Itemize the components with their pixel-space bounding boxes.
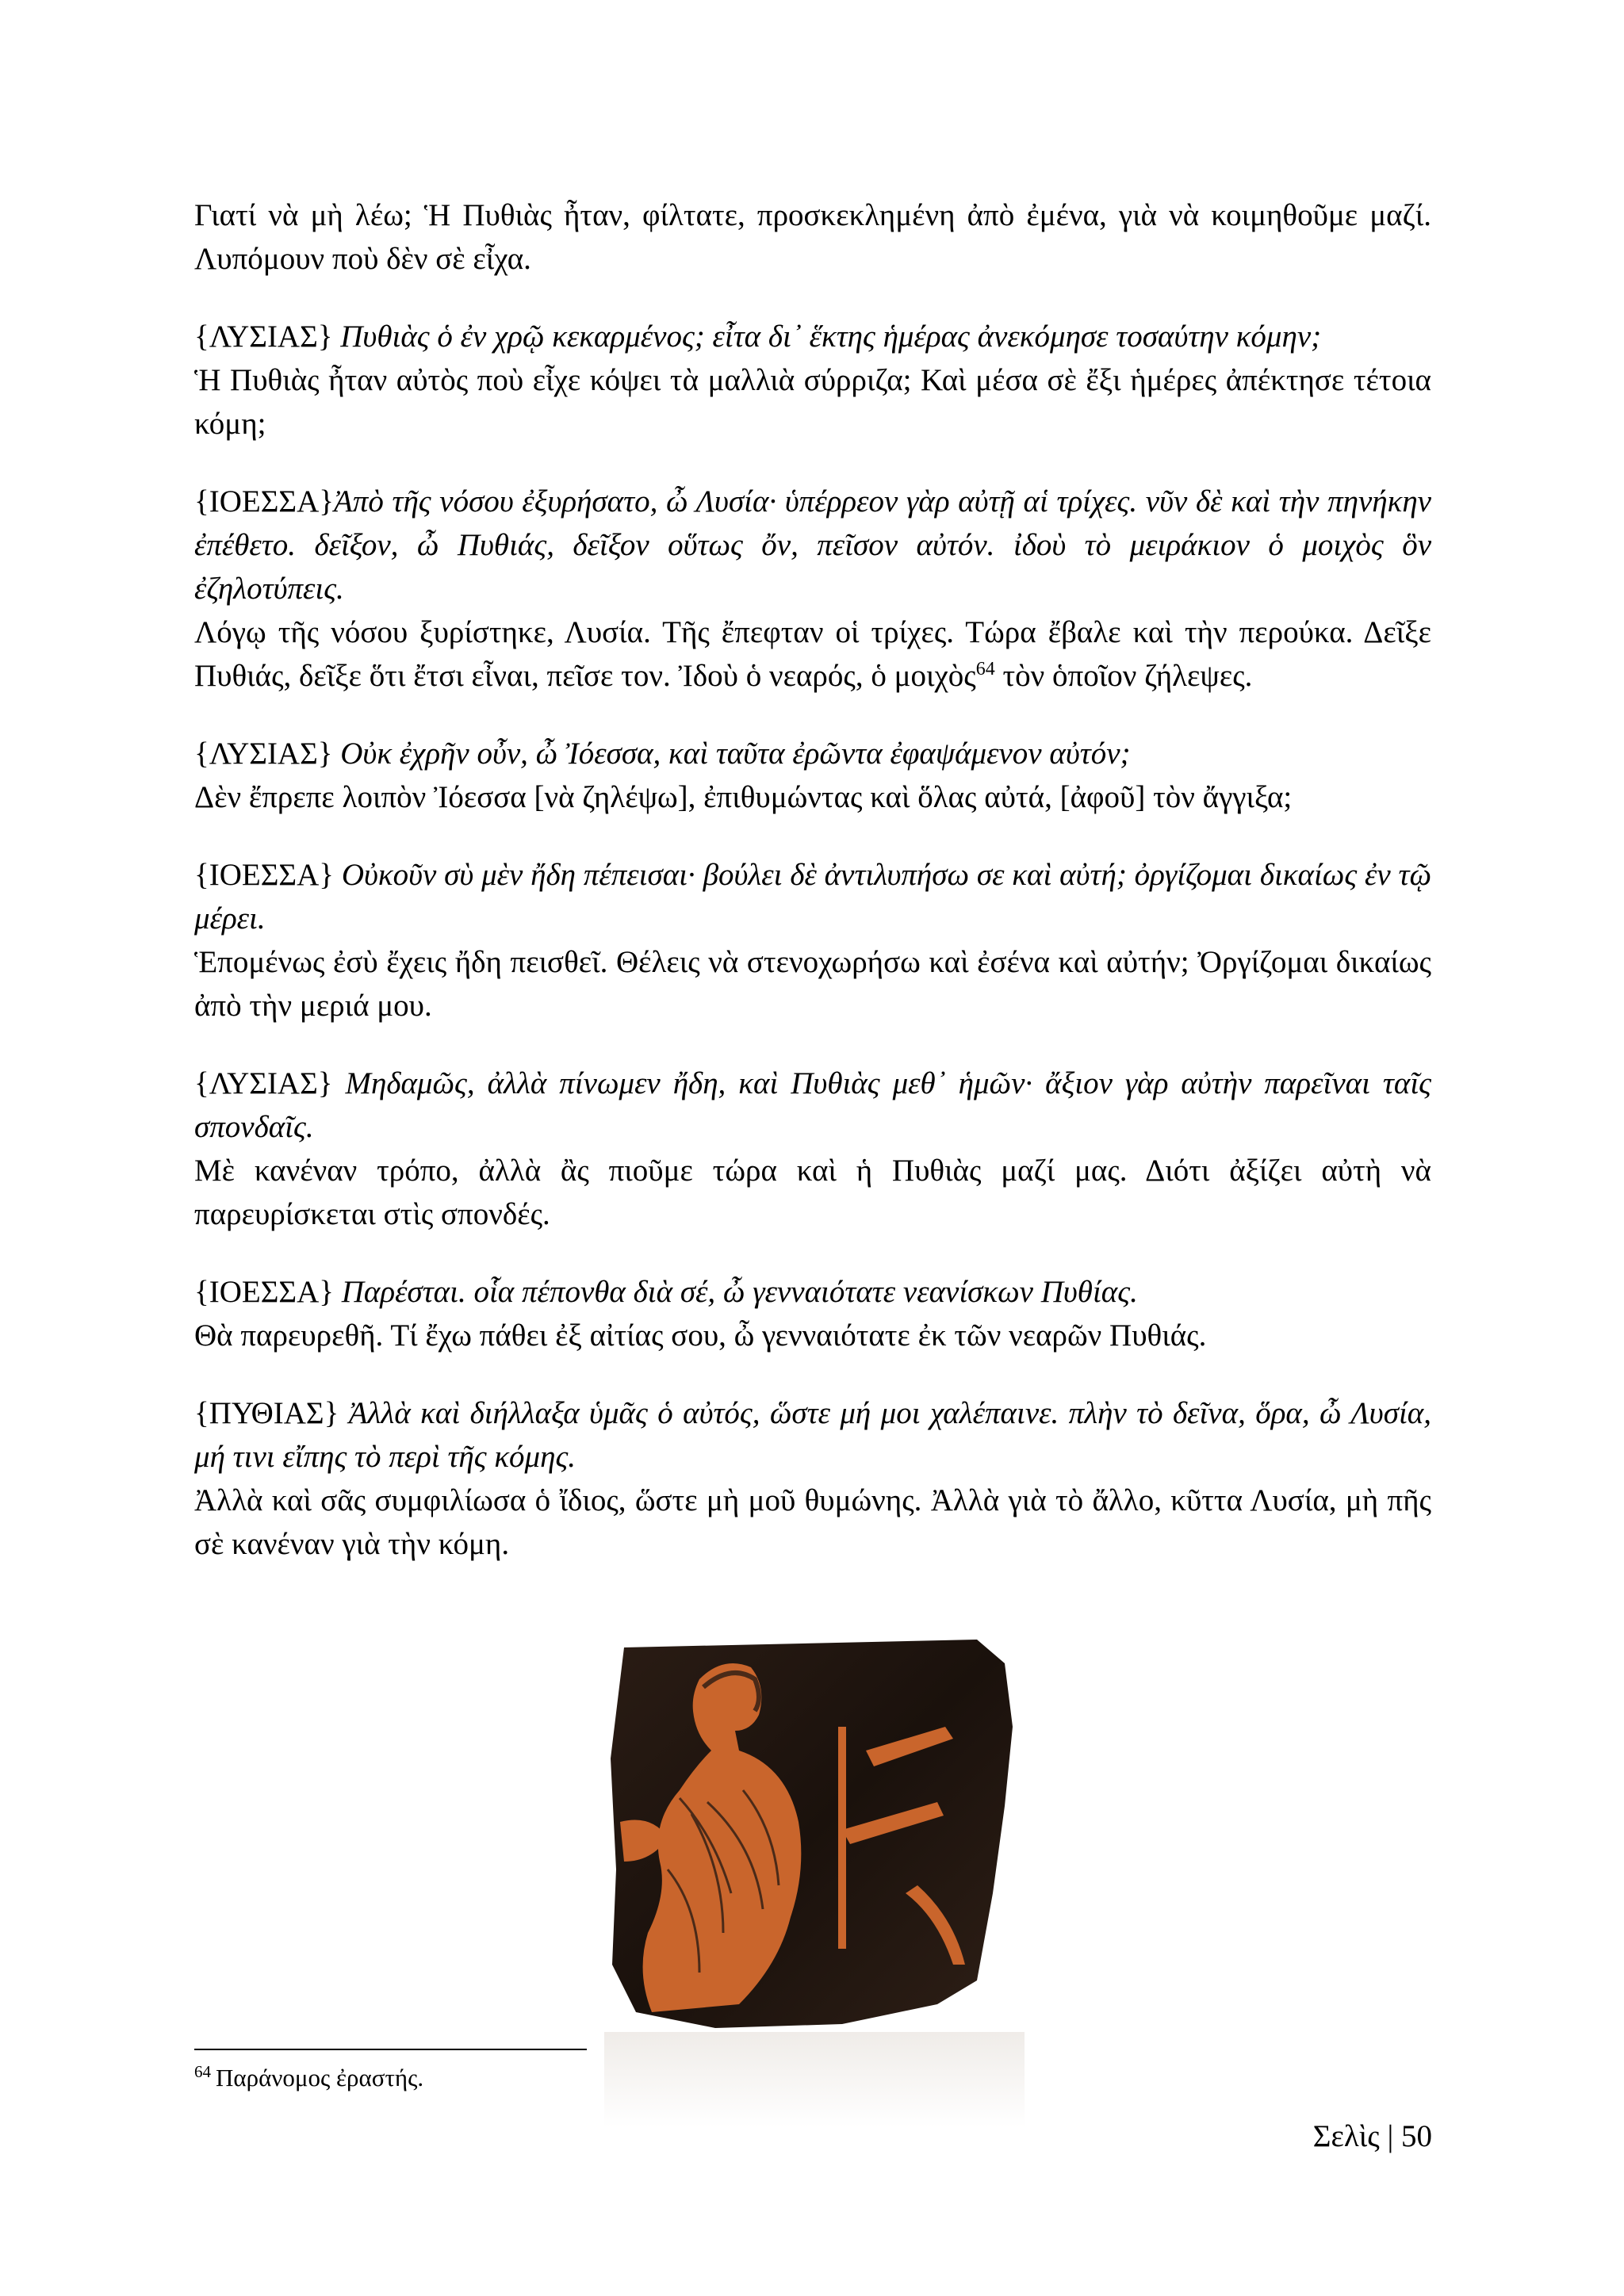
footnote-separator bbox=[194, 2049, 587, 2050]
paragraph-5 bbox=[194, 853, 1431, 1027]
footnote bbox=[194, 2061, 423, 2095]
ancient-greek-text: Πυθιὰς ὁ ἐν χρῷ κεκαρμένος; εἶτα δι᾽ ἕκτης ἡμέρας ἀνεκόμησε τοσαύτην κόμην; bbox=[340, 320, 1322, 354]
pottery-fragment-image bbox=[604, 1632, 1025, 2032]
speaker-label: {ΙΟΕΣΣΑ} bbox=[194, 484, 334, 519]
speaker-label: {ΙΟΕΣΣΑ} bbox=[194, 858, 334, 892]
paragraph-1 bbox=[194, 193, 1431, 281]
ancient-greek-text: Μηδαμῶς, ἀλλὰ πίνωμεν ἤδη, καὶ Πυθιὰς μεθ᾽ ἡμῶν· ἄξιον γὰρ αὐτὴν παρεῖναι ταῖς σπονδαῖς. bbox=[194, 1066, 1431, 1144]
page-number: Σελὶς | 50 bbox=[1312, 2119, 1432, 2153]
ancient-greek-text: Παρέσται. οἷα πέπονθα διὰ σέ, ὦ γενναιότατε νεανίσκων Πυθίας. bbox=[341, 1275, 1138, 1309]
ancient-greek-text: Οὐκοῦν σὺ μὲν ἤδη πέπεισαι· βούλει δὲ ἀντιλυπήσω σε καὶ αὐτή; ὀργίζομαι δικαίως ἐν τῷ μέρει. bbox=[194, 858, 1431, 936]
image-reflection bbox=[604, 2032, 1025, 2127]
translation-text: Γιατί νὰ μὴ λέω; Ἡ Πυθιὰς ἦταν, φίλτατε, προσκεκλημένη ἀπὸ ἐμένα, γιὰ νὰ κοιμηθοῦμε μαζί. Λυπόμουν ποὺ δὲν σὲ εἶχα. bbox=[194, 198, 1431, 276]
speaker-label: {ΛΥΣΙΑΣ} bbox=[194, 737, 333, 771]
paragraph-2 bbox=[194, 315, 1431, 446]
translation-text: Ἀλλὰ καὶ σᾶς συμφιλίωσα ὁ ἴδιος, ὥστε μὴ μοῦ θυμώνης. Ἀλλὰ γιὰ τὸ ἄλλο, κῦττα Λυσία, μὴ πῆς σὲ κανέναν γιὰ τὴν κόμη. bbox=[194, 1483, 1431, 1561]
translation-text: Ἑπομένως ἐσὺ ἔχεις ἤδη πεισθεῖ. Θέλεις νὰ στενοχωρήσω καὶ ἐσένα καὶ αὐτήν; Ὀργίζομαι δικαίως ἀπὸ τὴν μεριά μου. bbox=[194, 945, 1431, 1023]
speaker-label: {ΛΥΣΙΑΣ} bbox=[194, 1066, 333, 1100]
paragraph-6 bbox=[194, 1062, 1431, 1236]
footnote-number: 64 bbox=[194, 2061, 211, 2081]
translation-text: Λόγῳ τῆς νόσου ξυρίστηκε, Λυσία. Τῆς ἔπεφταν οἱ τρίχες. Τώρα ἔβαλε καὶ τὴν περούκα. Δεῖξε Πυθιάς, δεῖξε ὅτι ἔτσι εἶναι, πεῖσε τον. Ἰδοὺ ὁ νεαρός, ὁ μοιχὸς bbox=[194, 615, 1431, 693]
main-text bbox=[194, 193, 1431, 1566]
speaker-label: {ΛΥΣΙΑΣ} bbox=[194, 320, 333, 354]
translation-text: Μὲ κανέναν τρόπο, ἀλλὰ ἂς πιοῦμε τώρα καὶ ἡ Πυθιὰς μαζί μας. Διότι ἀξίζει αὐτὴ νὰ παρευρίσκεται στὶς σπονδές. bbox=[194, 1154, 1431, 1231]
translation-text: Δὲν ἔπρεπε λοιπὸν Ἰόεσσα [νὰ ζηλέψω], ἐπιθυμώντας καὶ ὅλας αὐτά, [ἀφοῦ] τὸν ἄγγιξα; bbox=[194, 780, 1293, 814]
paragraph-8 bbox=[194, 1391, 1431, 1566]
paragraph-7 bbox=[194, 1270, 1431, 1357]
speaker-label: {ΠΥΘΙΑΣ} bbox=[194, 1396, 339, 1430]
ancient-greek-text: Ἀπὸ τῆς νόσου ἐξυρήσατο, ὦ Λυσία· ὑπέρρεον γὰρ αὐτῇ αἱ τρίχες. νῦν δὲ καὶ τὴν πηνήκην ἐπέθετο. δεῖξον, ὦ Πυθιάς, δεῖξον οὕτως ὄν, πεῖσον αὐτόν. ἰδοὺ τὸ μειράκιον ὁ μοιχὸς ὃν ἐζηλοτύπεις. bbox=[194, 484, 1431, 606]
translation-text: Θὰ παρευρεθῆ. Τί ἔχω πάθει ἐξ αἰτίας σου, ὦ γενναιότατε ἐκ τῶν νεαρῶν Πυθιάς. bbox=[194, 1318, 1207, 1353]
speaker-label: {ΙΟΕΣΣΑ} bbox=[194, 1275, 334, 1309]
translation-text: Ἡ Πυθιὰς ἦταν αὐτὸς ποὺ εἶχε κόψει τὰ μαλλιὰ σύρριζα; Καὶ μέσα σὲ ἔξι ἡμέρες ἀπέκτησε τέτοια κόμη; bbox=[194, 363, 1431, 441]
translation-text-tail: τὸν ὁποῖον ζήλεψες. bbox=[994, 659, 1253, 693]
footnote-reference[interactable]: 64 bbox=[975, 659, 995, 679]
paragraph-4 bbox=[194, 732, 1431, 819]
ancient-greek-text: Ἀλλὰ καὶ διήλλαξα ὑμᾶς ὁ αὐτός, ὥστε μή μοι χαλέπαινε. πλὴν τὸ δεῖνα, ὅρα, ὦ Λυσία, μή τινι εἴπης τὸ περὶ τῆς κόμης. bbox=[194, 1396, 1431, 1474]
footnote-text: Παράνομος ἐραστής. bbox=[216, 2064, 424, 2091]
ancient-greek-text: Οὐκ ἐχρῆν οὖν, ὦ Ἰόεσσα, καὶ ταῦτα ἐρῶντα ἐφαψάμενον αὐτόν; bbox=[340, 737, 1131, 771]
paragraph-3 bbox=[194, 480, 1431, 698]
